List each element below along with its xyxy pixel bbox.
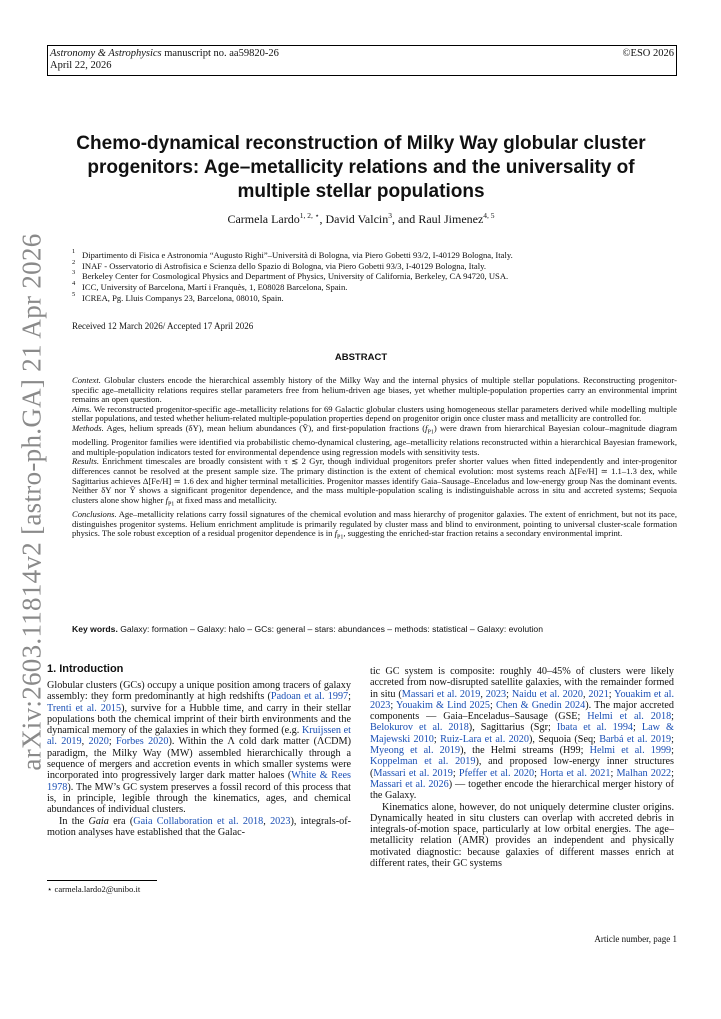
header-manuscript [50,48,279,60]
abstract-section: Methods. Ages, helium spreads (δY), mean helium abundances (Ȳ), and first-population fractions $(f_{P1})$ were drawn from hierarchical Bayesian colour–magnitude diagram modelling. Progenitor families were identified via probabilistic chemo-dynamical clustering, age–metallicity relations reconstructed within a hierarchical Bayesian framework, and multiple-population indicators tested for environmental dependence using regression models with sensitivity tests. [72,422,677,457]
math-symbol: f [334,528,337,539]
keywords-label: Key words. [72,624,118,634]
citation-link[interactable]: Myeong et al. 2019 [370,745,461,757]
citation-link[interactable]: Koppelman et al. 2019 [370,756,476,768]
citation-link[interactable]: 2023 [485,688,507,700]
citation-link[interactable]: Padoan et al. 1997 [270,691,349,703]
citation-link[interactable]: Barbá et al. 2019 [599,733,672,745]
citation-link[interactable]: 2021 [588,688,609,700]
affiliation-item [72,258,672,272]
citation-link[interactable]: Massari et al. 2026 [370,778,449,790]
abstract-section: Context. Globular clusters encode the hierarchical assembly history of the Milky Way and the internal physics of multiple stellar populations. Reconstructing progenitor-specific age–metallicity relations requires stellar parameters free from helium-driven age biases, yet whether multiple-population properties carry an environmental imprint remains an open question. [72,375,677,405]
manuscript-number: manuscript no. aa59820-26 [164,48,279,59]
paragraph: In the Gaia era (Gaia Collaboration et al. 2018, 2023), integrals-of-motion analyses have established that the Galac- [47,815,352,838]
received-date: Received 12 March 2026/ Accepted 17 April 2026 [72,321,254,331]
paper-title: Chemo-dynamical reconstruction of Milky Way globular cluster progenitors: Age–metallicity relations and the universality of multiple stellar populations [76,133,646,202]
citation-link[interactable]: Massari et al. 2019 [373,767,453,779]
affiliation-list [72,250,672,304]
citation-link[interactable]: Massari et al. 2019 [401,688,481,700]
author-affil-mark: 4, 5 [483,211,495,220]
affiliation-number: 5 [72,290,76,298]
citation-link[interactable]: Law & Majewski 2010 [370,722,674,745]
citation-link[interactable]: Youakim & Lind 2025 [396,699,490,711]
abstract-section: Conclusions. Age–metallicity relations carry fossil signatures of the chemical evolution and mass hierarchy of progenitor galaxies. The extent of enrichment, but not its pace, distinguishes progenitor systems. Helium enrichment amplitude is primarily regulated by cluster mass and blind to environment, pointing to universal cluster-scale formation physics. The sole robust exception of a residual progenitor dependence is in $f_{P1}$, suggesting the enriched-star fraction retains a secondary environmental imprint. [72,509,677,542]
paragraph: tic GC system is composite: roughly 40–45% of clusters were likely accreted from now-disrupted satellite galaxies, with the remainder formed in situ (Massari et al. 2019, 2023; Naidu et al. 2020, 2021; Youakim et al. 2023; Youakim & Lind 2025; Chen & Gnedin 2024). The major accreted components — Gaia–Enceladus–Sausage (GSE; Helmi et al. 2018; Belokurov et al. 2018), Sagittarius (Sgr; Ibata et al. 1994; Law & Majewski 2010; Ruiz-Lara et al. 2020), Sequoia (Seq; Barbá et al. 2019; Myeong et al. 2019), the Helmi streams (H99; Helmi et al. 1999; Koppelman et al. 2019), and proposed low-energy inner structures (Massari et al. 2019; Pfeffer et al. 2020; Horta et al. 2021; Malhan 2022; Massari et al. 2026) — together encode the hierarchical merger history of the Galaxy. [370,666,675,802]
affiliation-text: ICC, University of Barcelona, Martí i Franquès, 1, E08028 Barcelona, Spain. [82,282,348,293]
citation-link[interactable]: Trenti et al. 2015 [47,702,122,714]
abstract-body [72,376,677,544]
author-name: Raul Jimenez [418,212,484,226]
math-subscript: P1 [167,501,175,508]
arxiv-stamp-text: arXiv:2603.11814v2 [astro-ph.GA] 21 Apr 2026 [16,233,47,771]
math-symbol: f [165,494,168,505]
citation-link[interactable]: Pfeffer et al. 2020 [458,767,535,779]
author-name: David Valcin [325,212,389,226]
affiliation-item [72,290,672,304]
math-subscript: P1 [427,429,434,436]
affiliation-item [72,282,672,293]
citation-link[interactable]: Youakim et al. 2023 [370,688,675,711]
citation-link[interactable]: Gaia Collaboration et al. 2018 [133,815,264,827]
author-separator: , and [391,212,419,226]
citation-link[interactable]: Horta et al. 2021 [540,767,611,779]
math-subscript: P1 [337,535,344,542]
citation-link[interactable]: 2023 [270,815,291,827]
paragraph: Globular clusters (GCs) occupy a unique position among tracers of galaxy assembly: they form predominantly at high redshifts (Padoan et al. 1997; Trenti et al. 2015), survive for a Hubble time, and carry in their stellar populations both the chemical imprint of their birth environments and the dynamical memory of the galaxies in which they formed (e.g. Kruijssen et al. 2019, 2020; Forbes 2020). Within the Λ cold dark matter (ΛCDM) paradigm, the Milky Way (MW) assembled hierarchically through a sequence of mergers and accretion events in which smaller systems were incorporated into progressively larger dark matter haloes (White & Rees 1978). The MW’s GC system preserves a fossil record of this process that is, in principle, legible through the kinematics, ages, and chemical abundances of individual clusters. [47,680,351,816]
affiliation-number: 4 [72,280,76,288]
affiliation-text: ICREA, Pg. Lluis Companys 23, Barcelona, 08010, Spain. [82,292,284,303]
affiliation-item [72,271,672,282]
keywords-line [72,624,677,634]
author-affil-mark: 3 [388,211,392,220]
citation-link[interactable]: White & Rees 1978 [47,770,351,793]
affiliation-number: 1 [72,248,76,255]
abstract-label: Results. [72,456,99,467]
citation-link[interactable]: Malhan 2022 [616,767,672,779]
left-column [47,680,351,838]
header-box [47,45,677,76]
citation-link[interactable]: Forbes 2020 [116,736,169,748]
header-copyright: ©ESO 2026 [622,48,674,59]
abstract-label: Context. [72,375,101,385]
citation-link[interactable]: Ibata et al. 1994 [556,722,634,734]
footnote-email: ⋆ carmela.lardo2@unibo.it [47,884,141,894]
abstract-label: Methods. [72,422,104,433]
affiliation-text: INAF - Osservatorio di Astrofisica e Scienza dello Spazio di Bologna, via Piero Gobetti 93/3, I-40129 Bologna, Italy. [82,260,486,271]
citation-link[interactable]: Kruijssen et al. 2019 [47,725,351,748]
affiliation-text: Dipartimento di Fisica e Astronomia “Augusto Righi”–Università di Bologna, via Piero Gobetti 93/2, I-40129 Bologna, Italy. [82,250,513,260]
author-separator: , [319,212,326,226]
author-affil-mark: 1, 2, ⋆ [299,211,320,220]
author-list [60,212,662,227]
citation-link[interactable]: Helmi et al. 2018 [587,711,672,723]
italic-term: Gaia [88,815,109,827]
section-heading: 1. Introduction [47,663,124,675]
affiliation-number: 2 [72,258,76,266]
math-symbol: f [425,422,428,433]
citation-link[interactable]: Belokurov et al. 2018 [370,722,469,734]
journal-name: Astronomy & Astrophysics [50,48,162,59]
keywords-text: Galaxy: formation – Galaxy: halo – GCs: general – stars: abundances – methods: statistical – Galaxy: evolution [120,624,543,634]
abstract-label: Aims. [72,403,92,414]
affiliation-number: 3 [72,269,76,277]
affiliation-item [72,250,672,261]
citation-link[interactable]: Naidu et al. 2020 [511,688,583,700]
affiliation-text: Berkeley Center for Cosmological Physics and Department of Physics, University of California, Berkeley, CA 94720, USA. [82,271,509,282]
paragraph: Kinematics alone, however, do not uniquely determine cluster origins. Dynamically heated in situ clusters can overlap with accreted debris in integrals-of-motion space, particularly at low orbital energies. The age–metallicity relation (AMR) provides an independent and physically motivated diagnostic: because galaxies of different masses enrich at different rates, their GC systems [370,801,674,870]
abstract-label: Conclusions. [72,509,117,520]
header-date: April 22, 2026 [50,60,112,71]
citation-link[interactable]: Chen & Gnedin 2024 [495,699,586,711]
abstract-section: Results. Enrichment timescales are broadly consistent with τ ≲ 2 Gyr, though individual progenitors prefer shorter values when fitted independently and inter-progenitor differences cannot be resolved at the present sample size. The primary distinction is the extent of chemical evolution: most systems reach Δ[Fe/H] ≃ 1.1–1.3 dex, while Sagittarius achieves Δ[Fe/H] ≃ 1.6 dex and higher terminal metallicities. Progenitor masses identify Gaia–Sausage–Enceladus and low-energy group Nas the dominant events. Neither δY nor Ȳ shows a significant progenitor dependence, and the mass multiple-population scaling is indistinguishable across in situ and accreted systems; Sequoia clusters alone show higher $f_{P1}$ at fixed mass and metallicity. [72,456,677,508]
citation-link[interactable]: Ruiz-Lara et al. 2020 [440,733,529,745]
abstract-section: Aims. We reconstructed progenitor-specific age–metallicity relations for 69 Galactic globular clusters using homogeneous stellar parameters derived while modelling multiple stellar populations, and tested whether helium-related multiple-population properties depend on progenitor origin once cluster mass and metallicity are controlled for. [72,403,677,424]
citation-link[interactable]: Helmi et al. 1999 [589,745,672,757]
abstract-heading: ABSTRACT [334,352,388,363]
page-number: Article number, page 1 [594,934,677,944]
author-name: Carmela Lardo [227,212,300,226]
footnote-rule [47,880,157,881]
citation-link[interactable]: 2020 [88,736,109,748]
right-column [370,666,674,869]
